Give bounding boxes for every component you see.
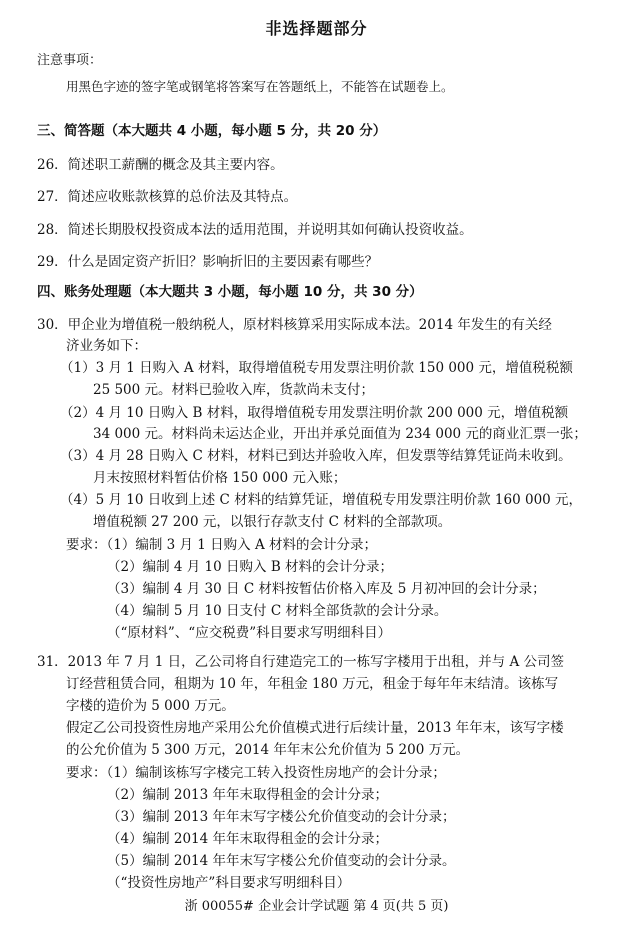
question-30-note: （“原材料”、“应交税费”科目要求写明细科目） (107, 625, 392, 641)
question-31-line-1: 31．2013 年 7 月 1 日，乙公司将自行建造完工的一栋写字楼用于出租，并与 A 公司签 (37, 654, 564, 670)
question-30-item-1-a: （1）3 月 1 日购入 A 材料，取得增值税专用发票注明价款 150 000 元，增值税税额 (60, 360, 573, 376)
question-31-line-3: 字楼的造价为 5 000 万元。 (66, 698, 235, 714)
question-31-requirement-1: 要求：（1）编制该栋写字楼完工转入投资性房地产的会计分录； (66, 765, 446, 781)
page-title: 非选择题部分 (265, 19, 368, 38)
question-30-intro-2: 济业务如下： (66, 338, 147, 354)
page-footer: 浙 00055# 企业会计学试题 第 4 页(共 5 页) (184, 899, 449, 914)
question-30-item-4-a: （4）5 月 10 日收到上述 C 材料的结算凭证，增值税专用发票注明价款 160 000 元， (60, 492, 583, 508)
question-31-line-5: 的公允价值为 5 300 万元，2014 年年末公允价值为 5 200 万元。 (66, 742, 470, 758)
question-31-requirement-2: （2）编制 2013 年年末取得租金的会计分录； (107, 787, 389, 803)
question-26: 26．简述职工薪酬的概念及其主要内容。 (37, 157, 284, 173)
question-31-note: （“投资性房地产”科目要求写明细科目） (107, 875, 351, 891)
question-30-item-4-b: 增值税额 27 200 元，以银行存款支付 C 材料的全部款项。 (93, 514, 452, 530)
question-31-requirement-4: （4）编制 2014 年年末取得租金的会计分录； (107, 831, 389, 847)
question-27: 27．简述应收账款核算的总价法及其特点。 (37, 189, 298, 205)
question-30-requirement-3: （3）编制 4 月 30 日 C 材料按暂估价格入库及 5 月初冲回的会计分录； (107, 581, 546, 597)
question-30-item-1-b: 25 500 元。材料已验收入库，货款尚未支付； (93, 382, 375, 398)
question-30-item-3-a: （3）4 月 28 日购入 C 材料，材料已到达并验收入库，但发票等结算凭证尚未收到。 (60, 448, 572, 464)
section-4-heading: 四、账务处理题（本大题共 3 小题，每小题 10 分，共 30 分） (37, 284, 423, 300)
question-31-requirement-5: （5）编制 2014 年年末写字楼公允价值变动的会计分录。 (107, 853, 456, 869)
question-30-requirement-4: （4）编制 5 月 10 日支付 C 材料全部货款的会计分录。 (107, 603, 448, 619)
question-28: 28．简述长期股权投资成本法的适用范围，并说明其如何确认投资收益。 (37, 222, 473, 238)
question-31-line-4: 假定乙公司投资性房地产采用公允价值模式进行后续计量，2013 年年末，该写字楼 (66, 720, 564, 736)
section-3-heading: 三、简答题（本大题共 4 小题，每小题 5 分，共 20 分） (37, 123, 387, 139)
question-30-intro-1: 30．甲企业为增值税一般纳税人，原材料核算采用实际成本法。2014 年发生的有关经 (37, 317, 552, 333)
notes-text: 用黑色字迹的签字笔或钢笔将答案写在答题纸上，不能答在试题卷上。 (66, 79, 454, 94)
question-30-requirement-1: 要求：（1）编制 3 月 1 日购入 A 材料的会计分录； (66, 537, 378, 553)
question-30-requirement-2: （2）编制 4 月 10 日购入 B 材料的会计分录； (107, 559, 394, 575)
question-30-item-2-b: 34 000 元。材料尚未运达企业，开出并承兑面值为 234 000 元的商业汇票一张； (93, 426, 587, 442)
question-30-item-3-b: 月末按照材料暂估价格 150 000 元入账； (93, 470, 347, 486)
notes-heading: 注意事项： (37, 53, 103, 68)
question-29: 29．什么是固定资产折旧？影响折旧的主要因素有哪些？ (37, 254, 379, 270)
question-30-item-2-a: （2）4 月 10 日购入 B 材料，取得增值税专用发票注明价款 200 000 元，增值税额 (60, 405, 569, 421)
question-31-requirement-3: （3）编制 2013 年年末写字楼公允价值变动的会计分录； (107, 809, 456, 825)
question-31-line-2: 订经营租赁合同，租期为 10 年，年租金 180 万元，租金于每年年末结清。该栋写 (66, 676, 559, 692)
